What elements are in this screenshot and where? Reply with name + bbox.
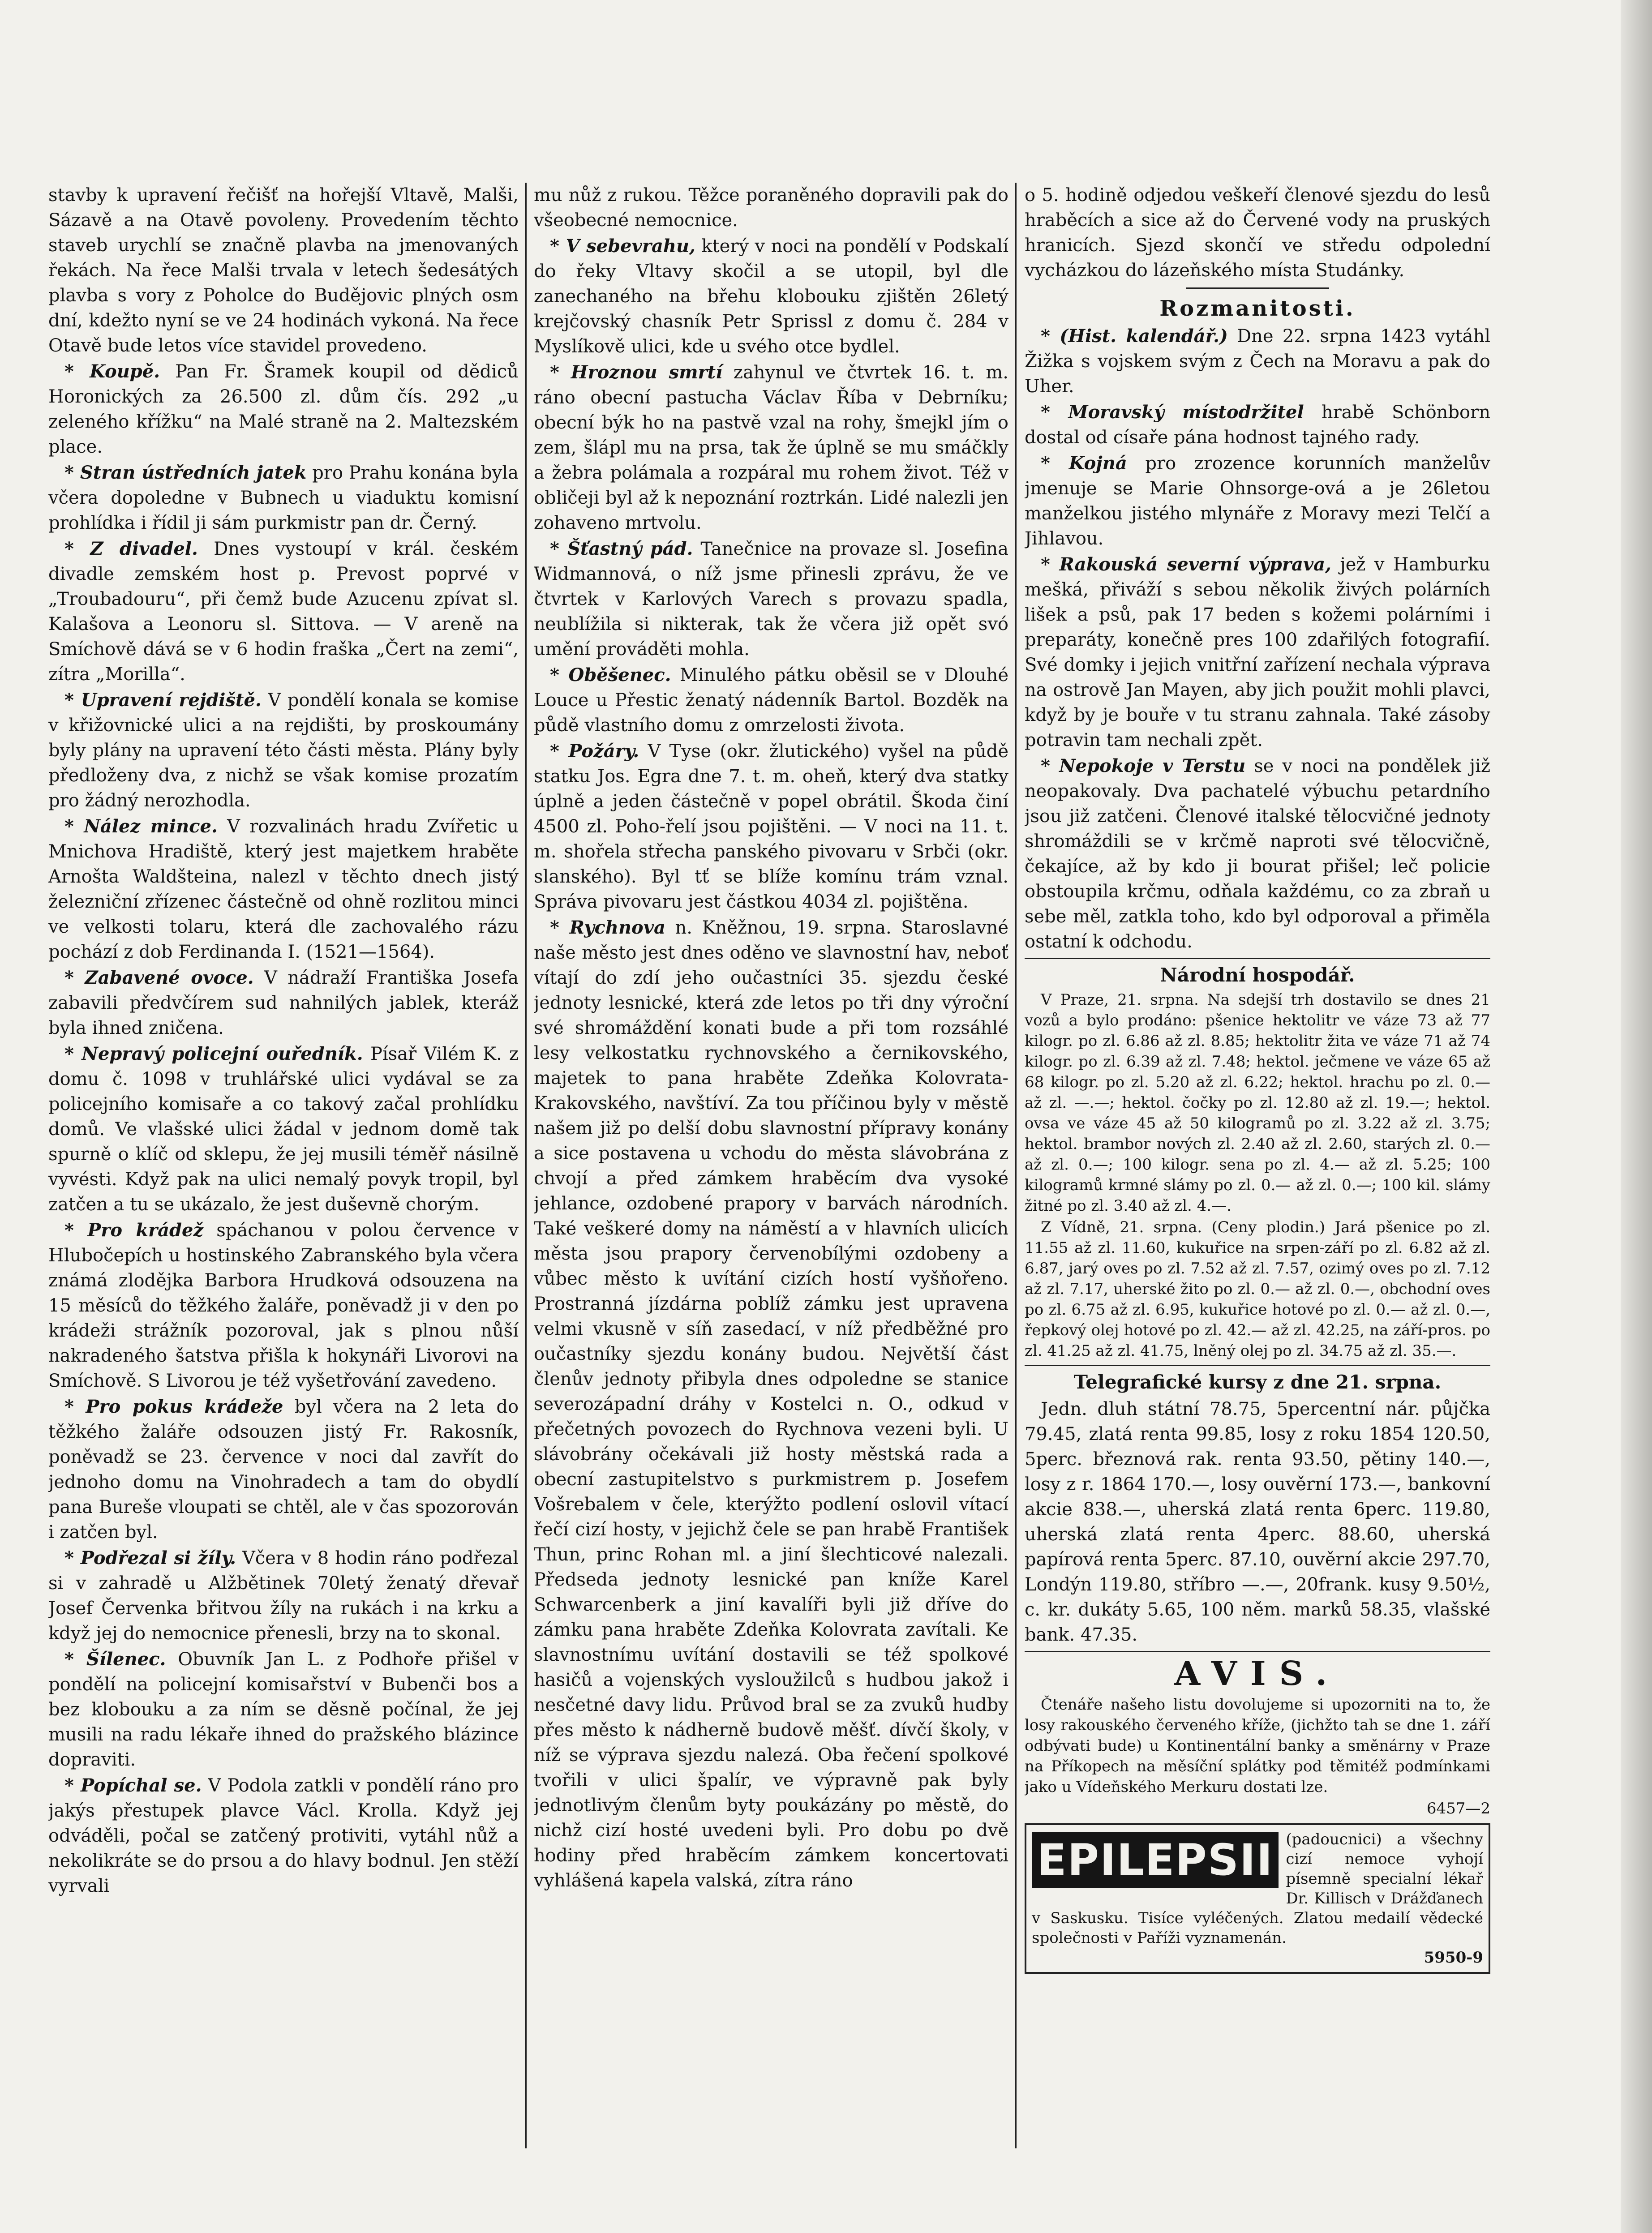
ad-headline: EPILEPSII: [1032, 1832, 1279, 1888]
paragraph-text: který v noci na pondělí v Podskalí do řeky Vltavy skočil a se utopil, byl dle zanechaného na břehu klobouku zjištěn 26letý krejčovský chasník Petr Sprissl z domu č. 284 v Myslíkově ulici, kde u svého otce bydlel.: [534, 236, 1008, 357]
news-paragraph: [48, 814, 519, 964]
news-paragraph: [534, 360, 1008, 536]
news-paragraph: [48, 359, 519, 459]
news-paragraph: [1025, 324, 1490, 399]
paragraph-lead: Šílenec.: [86, 1649, 166, 1670]
separator: [1186, 287, 1329, 289]
paragraph-lead: Pro pokus krádeže: [86, 1396, 283, 1417]
column-3-intro: [1025, 183, 1490, 283]
paragraph-text: Dne 22. srpna 1423 vytáhl Žižka s vojskem svým z Čech na Moravu a pak do Uher.: [1025, 326, 1490, 397]
page-edge: [1621, 0, 1652, 2233]
column-3: [1025, 183, 1490, 2189]
asterisk-icon: *: [64, 1649, 86, 1670]
paragraph-lead: Moravský místodržitel: [1068, 402, 1304, 423]
asterisk-icon: *: [550, 917, 570, 938]
paragraph-text: V Podola zatkli v pondělí ráno pro jakýs přestupek plavce Václ. Krolla. Když jej odváděli, počal se zatčený protiviti, vytáhl nůž a nekolikráte se do prsou a do hlavy bodnul. Jen stěží vyrvali: [48, 1775, 519, 1896]
news-paragraph: [48, 183, 519, 358]
paragraph-text: V nádraží Františka Josefa zabavili předvčírem sud nahnilých jablek, kteráž byla ihned zničena.: [48, 968, 519, 1038]
separator: [1025, 1365, 1490, 1366]
paragraph-text: hrabě Schönborn dostal od císaře pána hodnost tajného rady.: [1025, 402, 1490, 448]
news-paragraph: [48, 965, 519, 1041]
avis-text: Čtenáře našeho listu dovolujeme si upozorniti na to, že losy rakouského červeného kříže, (jichžto tah se dne 1. září odbývati bude) u Kontinentální banky a směnárny v Praze na Příkopech na měsíční splátky pod těmitéž podmínkami jako u Vídeňského Merkuru dostati lze.: [1025, 1696, 1490, 1796]
paragraph-lead: (Hist. kalendář.): [1060, 326, 1228, 347]
market-report-vienna: Z Vídně, 21. srpna. (Ceny plodin.) Jará pšenice po zl. 11.55 až zl. 11.60, kukuřice na srpen-září po zl. 6.82 až zl. 6.87, jarý oves po zl. 7.52 až zl. 7.57, ozimý oves po zl. 7.12 až zl. 7.17, uherské žito po zl. 0.— až zl. 0.—, obchodní oves po zl. 6.75 až zl. 6.95, kukuřice hotové po zl. 0.— až zl. 0.—, řepkový olej hotové po zl. 42.— až zl. 42.25, na září-pros. po zl. 41.25 až zl. 41.75, lněný olej po zl. 34.75 až zl. 35.—.: [1025, 1218, 1490, 1360]
asterisk-icon: *: [64, 1220, 88, 1241]
asterisk-icon: *: [1041, 402, 1068, 423]
paragraph-lead: Popíchal se.: [81, 1775, 202, 1796]
paragraph-text: V pondělí konala se komise v křižovnické ulici a na rejdišti, by proskoumány byly plány na upravení této části města. Plány byly předloženy dva, z nichž se však komise prozatím pro žádný nerozhodla.: [48, 690, 519, 811]
column-1: [48, 183, 519, 2189]
asterisk-icon: *: [550, 236, 566, 257]
paragraph-text: spáchanou v polou července v Hlubočepích u hostinského Zabranského byla včera známá zlodějka Barbora Hrudková odsouzena na 15 měsíců do těžkého žaláře, poněvadž ji v den po krádeži strážník pozoroval, jak s plnou nůší nakradeného šatstva přišla k hokynáři Livorovi na Smíchově. S Livorou je též vyšetřování zavedeno.: [48, 1220, 519, 1391]
paragraph-lead: Rychnova: [569, 917, 665, 938]
news-paragraph: [1025, 400, 1490, 450]
paragraph-text: se v noci na pondělek již neopakovaly. Dva pachatelé výbuchu petardního jsou již zatčeni. Členové italské tělocvičné jednoty shromáždili se v krčmě naproti své tělocvičně, čekajíce, až by kdo ji bourat přišel; leč policie obstoupila krčmu, odňala každému, co za zbraň u sebe měl, zatkla toho, kdo byl odporoval a přiměla ostatní k odchodu.: [1025, 756, 1490, 952]
paragraph-text: pro Prahu konána byla včera dopoledne v Bubnech u viaduktu komisní prohlídka i řídil ji sám purkmistr pan dr. Černý.: [48, 463, 519, 533]
rozmanitosti-section: [1025, 324, 1490, 954]
paragraph-text: stavby k upravení řečišť na hořejší Vltavě, Malši, Sázavě a na Otavě povoleny. Provedením těchto staveb urychlí se značně plavba na jmenovaných řekách. Na řece Malši trvala v letech šedesátých plavba s vory z Poholce do Budějovic plných osm dní, kdežto nyní se ve 24 hodinách vykoná. Na řece Otavě bude letos více stavidel provedeno.: [48, 185, 519, 356]
paragraph-text: Minulého pátku oběsil se v Dlouhé Louce u Přestic ženatý nádenník Bartol. Bozděk na půdě vlastního domu z omrzelosti života.: [534, 665, 1008, 736]
paragraph-text: Písař Vilém K. z domu č. 1098 v truhlářské ulici vydával se za policejního komisaře a co takový začal prohlídku domů. Ve vlašské ulici žádal v jednom domě tak spurně o klíč od sklepu, že jej musili téměř násilně vyvésti. Když pak na ulici nemalý povyk tropil, byl zatčen a tu se ukázalo, že jest duševně chorým.: [48, 1044, 519, 1215]
news-paragraph: [1025, 451, 1490, 551]
asterisk-icon: *: [64, 1396, 86, 1417]
paragraph-text: mu nůž z rukou. Těžce poraněného dopravili pak do všeobecné nemocnice.: [534, 185, 1008, 231]
paragraph-text: pro zrozence korunních manželův jmenuje se Marie Ohnsorge-ová a je 26letou manželkou jistého mlynáře z Moravy mezi Telčí a Jihlavou.: [1025, 453, 1490, 549]
news-paragraph: [534, 183, 1008, 233]
asterisk-icon: *: [64, 361, 90, 382]
paragraph-lead: Pro krádež: [87, 1220, 204, 1241]
section-heading-hospodar: Národní hospodář.: [1160, 964, 1355, 986]
asterisk-icon: *: [550, 664, 569, 686]
ad-text: (padoucnici) a všechny cizí nemoce vyhojí písemně specialní lékař Dr. Killisch v Drážďanech v Saskusku. Tisíce vyléčených. Zlatou medailí vědecké společnosti v Paříži vyznamenán.: [1032, 1830, 1483, 1947]
paragraph-lead: Hroznou smrtí: [571, 362, 723, 383]
news-paragraph: [48, 1218, 519, 1393]
asterisk-icon: *: [64, 538, 90, 559]
paragraph-lead: Požáry.: [568, 741, 639, 762]
paragraph-text: Včera v 8 hodin ráno podřezal si v zahradě u Alžbětinek 70letý ženatý dřevař Josef Červenka břitvou žíly na rukách i na krku a když jej do nemocnice přenesli, brzy na to skonal.: [48, 1548, 519, 1644]
paragraph-text: V rozvalinách hradu Zvířetic u Mnichova Hradiště, který jest majetkem hraběte Arnošta Waldšteina, nalezl v těchto dnech jistý železniční zřízenec částečně od ohně rozlitou minci ve velkosti tolaru, která dle zachovalého rázu pochází z dob Ferdinanda I. (1521—1564).: [48, 816, 519, 962]
news-paragraph: [48, 1773, 519, 1899]
news-paragraph: [1025, 183, 1490, 283]
ad-code: 5950-9: [1424, 1949, 1483, 1967]
paragraph-text: Tanečnice na provaze sl. Josefina Widmannová, o níž jsme přinesli zprávu, že ve čtvrtek v Karlových Varech s provazu spadla, neublížila si nikterak, tak že včera již opět svó umění prováděti mohla.: [534, 539, 1008, 660]
paragraph-lead: Nepokoje v Terstu: [1059, 755, 1246, 776]
avis-code: 6457—2: [1426, 1800, 1490, 1817]
asterisk-icon: *: [64, 1043, 82, 1064]
news-paragraph: [48, 688, 519, 813]
news-paragraph: [48, 1546, 519, 1646]
asterisk-icon: *: [550, 362, 571, 383]
section-heading-rozmanitosti: Rozmanitosti.: [1159, 296, 1356, 321]
asterisk-icon: *: [64, 816, 84, 837]
paragraph-text: Dnes vystoupí v král. českém divadle zemském host p. Prevost poprvé v „Troubadouru“, při čemž bude Azucenu zpívat sl. Kalašova a Leonoru sl. Sittova. — V areně na Smíchově dává se v 6 hodin fraška „Čert na zemi“, zítra „Morilla“.: [48, 539, 519, 685]
paragraph-lead: Zabavené ovoce.: [85, 967, 254, 988]
asterisk-icon: *: [64, 1775, 81, 1796]
asterisk-icon: *: [64, 967, 85, 988]
news-paragraph: [534, 234, 1008, 359]
avis-heading: AVIS.: [1174, 1654, 1341, 1693]
news-paragraph: [48, 1647, 519, 1772]
column-rule: [1015, 183, 1017, 2148]
paragraph-lead: Z divadel.: [90, 538, 198, 559]
news-paragraph: [48, 536, 519, 687]
asterisk-icon: *: [64, 462, 80, 483]
paragraph-lead: Upravení rejdiště.: [81, 690, 262, 711]
paragraph-lead: V sebevrahu,: [566, 236, 695, 257]
news-paragraph: [534, 739, 1008, 914]
paragraph-lead: Stran ústředních jatek: [80, 462, 307, 483]
market-report-prague: V Praze, 21. srpna. Na sdejší trh dostavilo se dnes 21 vozů a bylo prodáno: pšenice hektolitr ve váze 73 až 77 kilogr. po zl. 6.86 až zl. 8.85; hektolitr žita ve váze 71 až 74 kilogr. po zl. 6.39 až zl. 7.48; hektol. ječmene ve váze 65 až 68 kilogr. po zl. 5.20 až zl. 6.22; hektol. hrachu po zl. 0.— až zl. —.—; hektol. čočky po zl. 12.80 až zl. 19.—; hektol. ovsa ve váze 45 až 50 kilogramů po zl. 3.22 až zl. 3.75; hektol. brambor nových zl. 2.40 až zl. 2.60, starých zl. 0.— až zl. 0.—; 100 kilogr. sena po zl. 4.— až zl. 5.25; 100 kilogramů krmné slámy po zl. 0.— až zl. 0.—; 100 kil. slámy žitné po zl. 3.40 až zl. 4.—.: [1025, 991, 1490, 1215]
paragraph-text: jež v Hamburku mešká, přiváží s sebou několik živých polárních lišek a psů, pak 17 beden s kožemi polárními i preparáty, konečně pres 100 zdařilých fotografií. Své domky i jejich vnitřní zařízení nechala výprava na ostrově Jan Mayen, aby jich použit mohli plavci, když by je bouře v tu stranu zahnala. Také zásoby potravin tam nechali zpět.: [1025, 554, 1490, 750]
exchange-rates: Jedn. dluh státní 78.75, 5percentní nár. půjčka 79.45, zlatá renta 99.85, losy z roku 1854 120.50, 5perc. březnová rak. renta 93.50, pětiny 140.—, losy z r. 1864 170.—, losy ouvěrní 173.—, bankovní akcie 838.—, uherská zlatá renta 6perc. 119.80, uherská zlatá renta 4perc. 88.60, uherská papírová renta 5perc. 87.10, ouvěrní akcie 297.70, Londýn 119.80, stříbro —.—, 20frank. kusy 9.50½, c. kr. dukáty 5.65, 100 něm. marků 58.35, vlašské bank. 47.35.: [1025, 1399, 1490, 1645]
paragraph-lead: Oběšenec.: [568, 664, 671, 686]
news-paragraph: [48, 1394, 519, 1545]
paragraph-lead: Rakouská severní výprava,: [1059, 554, 1331, 575]
paragraph-lead: Podřezal si žíly.: [80, 1547, 236, 1569]
paragraph-lead: Šťastný pád.: [567, 538, 693, 559]
news-paragraph: [534, 536, 1008, 662]
column-rule: [525, 183, 527, 2148]
news-paragraph: [534, 663, 1008, 738]
paragraph-lead: Nález mince.: [84, 816, 218, 837]
paragraph-lead: Nepravý policejní ouředník.: [82, 1043, 363, 1064]
separator: [1025, 1651, 1490, 1652]
asterisk-icon: *: [64, 1547, 81, 1569]
news-paragraph: [48, 1041, 519, 1217]
news-paragraph: [1025, 552, 1490, 753]
advertisement-epilepsie: [1025, 1823, 1490, 1974]
section-heading-kursy: Telegrafické kursy z dne 21. srpna.: [1073, 1371, 1442, 1393]
column-2: [534, 183, 1008, 2189]
paragraph-lead: Kojná: [1068, 453, 1127, 474]
paragraph-text: o 5. hodině odjedou veškeří členové sjezdu do lesů hraběcích a sice až do Červené vody na pruských hranicích. Sjezd skončí ve středu odpolední vycházkou do lázeňského místa Studánky.: [1025, 185, 1490, 281]
asterisk-icon: *: [1041, 453, 1069, 474]
news-paragraph: [1025, 754, 1490, 954]
paragraph-text: zahynul ve čtvrtek 16. t. m. ráno obecní pastucha Václav Říba v Debrníku; obecní býk ho na pastvě vzal na rohy, šmejkl jím o zem, šlápl mu na prsa, tak že úplně se mu smáčkly a žebra polámala a rozpáral mu rohem život. Též v obličeji byl až k nepoznání roztrkán. Lidé nalezli jen zohaveno mrtvolu.: [534, 362, 1008, 533]
asterisk-icon: *: [1041, 326, 1060, 347]
asterisk-icon: *: [550, 538, 568, 559]
paragraph-text: Obuvník Jan L. z Podhoře přišel v pondělí na policejní komisařství v Bubenči bos a bez klobouku a za ním se děsně počínal, že jej musili na radu lékaře ihned do pražského blázince dopraviti.: [48, 1649, 519, 1770]
asterisk-icon: *: [64, 690, 81, 711]
separator: [1025, 958, 1490, 959]
paragraph-text: n. Kněžnou, 19. srpna. Staroslavné naše město jest dnes oděno ve slavnostní hav, neboť vítají do zdí jeho oučastníci 35. sjezdu české jednoty lesnické, která zde letos po tři dny výroční své shromáždění konati bude a při tom rozsáhlé lesy velkostatku rychnovského a černikovského, majetek to pana hraběte Zdeňka Kolovrata-Krakovského, navštíví. Za tou příčinou byly v městě našem již po delší dobu slavnostní přípravy konány a sice postavena u vchodu do města slávobrána z chvojí a před zámkem hraběcím dva vysoké jehlance, ozdobené prapory v barvách národních. Také veškeré domy na náměstí a v hlavních ulicích města jsou prapory červenobílými ozdobeny a vůbec město k uvítání cizích hostí vyšňořeno. Prostranná jízdárna poblíž zámku jest upravena velmi vkusně v síň zasedací, v níž předběžné pro oučastníky sjezdu konány budou. Největší část členův jednoty přibyla dnes odpoledne se stanice severozápadní dráhy v Kostelci n. O., odkud v přečetných povozech do Rychnova vezeni byli. U slávobrány očekávali již hosty městská rada a obecní zastupitelstvo s purkmistrem p. Josefem Vošrebalem v čele, kterýžto podlení oslovil vítací řečí cizí hosty, v jejichž čele se pan hrabě František Thun, princ Rohan ml. a jiní šlechticové nalezali. Předseda jednoty lesnické pan kníže Karel Schwarcenberk a jiní kavalíři byli již dříve do zámku pana hraběte Zdeňka Kolovrata zavítali. Ke slavnostnímu uvítání dostavili se též spolkové hasičů a vojenských vysloužilců s hudbou jakož i nesčetné davy lidu. Průvod bral se za zvuků hudby přes město k nádherně budově měšť. dívčí školy, v níž se výprava sjezdu nalezá. Oba řečení spolkové tvořili v ulici špalír, ve výpravně pak byly jednotlivým členům byty poukázány po městě, do nichž cizí hosté uvedeni byli. Pro dobu po dvě hodiny před hraběcím zámkem koncertovati vyhlášená kapela valská, zítra ráno: [534, 917, 1008, 1891]
asterisk-icon: *: [550, 741, 569, 762]
asterisk-icon: *: [1041, 554, 1060, 575]
news-paragraph: [534, 915, 1008, 1893]
paragraph-text: V Tyse (okr. žlutického) vyšel na půdě statku Jos. Egra dne 7. t. m. oheň, který dva statky úplně a jeden částečně v popel obrátil. Škoda činí 4500 zl. Poho-řelí jsou pojištěni. — V noci na 11. t. m. shořela střecha panského pivovaru v Srbči (okr. slanského). Byl tť se blíže komínu trám vznal. Správa pivovaru jest částkou 4034 zl. pojištěna.: [534, 741, 1008, 912]
paragraph-lead: Koupě.: [90, 361, 160, 382]
paragraph-text: byl včera na 2 leta do těžkého žaláře odsouzen jistý Fr. Rakosník, poněvadž se 23. července v noci dal zavřít do jednoho domu na Vinohradech a tam do obydlí pana Bureše vloupati se chtěl, ale v čas spozorován i zatčen byl.: [48, 1397, 519, 1543]
news-paragraph: [48, 460, 519, 536]
paragraph-text: Pan Fr. Šramek koupil od dědiců Horonických za 26.500 zl. dům čís. 292 „u zeleného křížku“ na Malé straně na 2. Maltezském place.: [48, 361, 519, 457]
asterisk-icon: *: [1041, 755, 1060, 776]
